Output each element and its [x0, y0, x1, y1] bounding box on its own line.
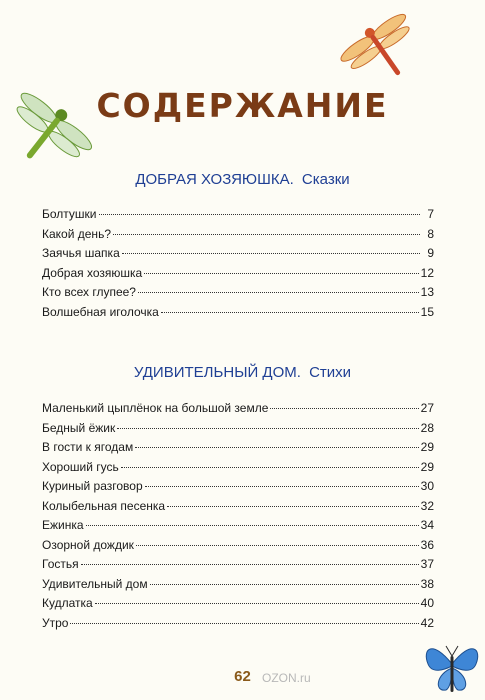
- dot-leader: [161, 312, 419, 313]
- toc-entry[interactable]: [42, 440, 434, 460]
- toc-entry-title: Заячья шапка: [42, 246, 120, 260]
- toc-entry-title: Добрая хозяюшка: [42, 265, 143, 280]
- dot-leader: [95, 603, 419, 604]
- toc-entry-title: В гости к ягодам: [42, 440, 134, 454]
- toc-entry[interactable]: [42, 421, 434, 441]
- toc-entry[interactable]: [42, 518, 434, 538]
- toc-list: [42, 401, 434, 635]
- toc-entry-page: 30: [420, 479, 434, 493]
- toc-list: [42, 207, 434, 324]
- toc-entry[interactable]: [42, 401, 434, 421]
- toc-entry-title: Волшебная иголочка: [42, 304, 159, 319]
- toc-entry-title: Кудлатка: [42, 596, 93, 610]
- dot-leader: [135, 447, 418, 448]
- toc-entry[interactable]: [42, 557, 434, 577]
- toc-entry[interactable]: [42, 538, 434, 558]
- toc-entry-page: 36: [420, 537, 434, 552]
- dot-leader: [81, 564, 419, 565]
- dot-leader: [138, 292, 419, 293]
- toc-entry-page: 15: [420, 304, 434, 319]
- toc-entry[interactable]: [42, 227, 434, 247]
- toc-entry[interactable]: [42, 479, 434, 499]
- dot-leader: [122, 253, 420, 254]
- dot-leader: [136, 545, 419, 546]
- toc-entry[interactable]: [42, 499, 434, 519]
- toc-entry-title: Куриный разговор: [42, 479, 143, 493]
- toc-entry-title: Гостья: [42, 557, 79, 571]
- butterfly-icon: [422, 634, 482, 698]
- toc-entry[interactable]: [42, 266, 434, 286]
- toc-entry-title: Ежинка: [42, 518, 84, 532]
- toc-entry[interactable]: [42, 207, 434, 227]
- section-heading: [0, 364, 485, 381]
- section-heading: [0, 171, 485, 188]
- toc-entry-page: 29: [420, 440, 434, 454]
- toc-entry-title: Хороший гусь: [42, 459, 119, 474]
- dot-leader: [150, 584, 419, 585]
- dot-leader: [270, 408, 418, 409]
- toc-entry-title: Кто всех глупее?: [42, 285, 136, 299]
- toc-entry-page: 29: [420, 459, 434, 474]
- toc-entry-page: 9: [427, 246, 434, 260]
- section-subtitle: Стихи: [309, 364, 352, 381]
- toc-entry[interactable]: [42, 596, 434, 616]
- toc-entry[interactable]: [42, 577, 434, 597]
- dot-leader: [121, 467, 419, 468]
- dot-leader: [86, 525, 419, 526]
- toc-entry-page: 34: [420, 518, 434, 532]
- toc-entry[interactable]: [42, 460, 434, 480]
- page-title: СОДЕРЖАНИЕ: [96, 86, 389, 125]
- page-number: 62: [234, 668, 251, 685]
- toc-entry-page: 38: [420, 576, 434, 591]
- dot-leader: [113, 234, 420, 235]
- toc-entry-title: Колыбельная песенка: [42, 498, 166, 513]
- dot-leader: [117, 428, 418, 429]
- toc-entry[interactable]: [42, 616, 434, 636]
- dot-leader: [144, 273, 418, 274]
- toc-entry[interactable]: [42, 246, 434, 266]
- toc-entry-page: 32: [420, 498, 434, 513]
- toc-entry-page: 42: [420, 615, 434, 630]
- toc-entry-page: 27: [420, 401, 434, 415]
- dragonfly-icon: [338, 6, 420, 86]
- section-title: УДИВИТЕЛЬНЫЙ ДОМ.: [133, 364, 301, 381]
- toc-entry-title: Озорной дождик: [42, 537, 134, 552]
- toc-entry-page: 28: [420, 420, 434, 435]
- toc-entry-title: Маленький цыплёнок на большой земле: [42, 401, 269, 415]
- toc-entry-page: 7: [427, 207, 434, 221]
- toc-entry-title: Болтушки: [42, 207, 97, 221]
- toc-entry-page: 37: [420, 557, 434, 571]
- section-subtitle: Сказки: [301, 171, 350, 188]
- toc-entry-page: 40: [420, 596, 434, 610]
- dot-leader: [99, 214, 421, 215]
- section-title: ДОБРАЯ ХОЗЯЮШКА.: [135, 171, 294, 188]
- toc-entry[interactable]: [42, 285, 434, 305]
- dot-leader: [70, 623, 418, 624]
- toc-entry-title: Утро: [42, 615, 69, 630]
- toc-entry-title: Бедный ёжик: [42, 420, 116, 435]
- dot-leader: [145, 486, 419, 487]
- toc-entry-page: 13: [420, 285, 434, 299]
- toc-entry-page: 8: [427, 226, 434, 241]
- dot-leader: [167, 506, 419, 507]
- toc-entry-page: 12: [420, 265, 434, 280]
- toc-entry-title: Какой день?: [42, 226, 111, 241]
- watermark-text: OZON.ru: [262, 671, 311, 685]
- toc-entry[interactable]: [42, 305, 434, 325]
- toc-entry-title: Удивительный дом: [42, 576, 148, 591]
